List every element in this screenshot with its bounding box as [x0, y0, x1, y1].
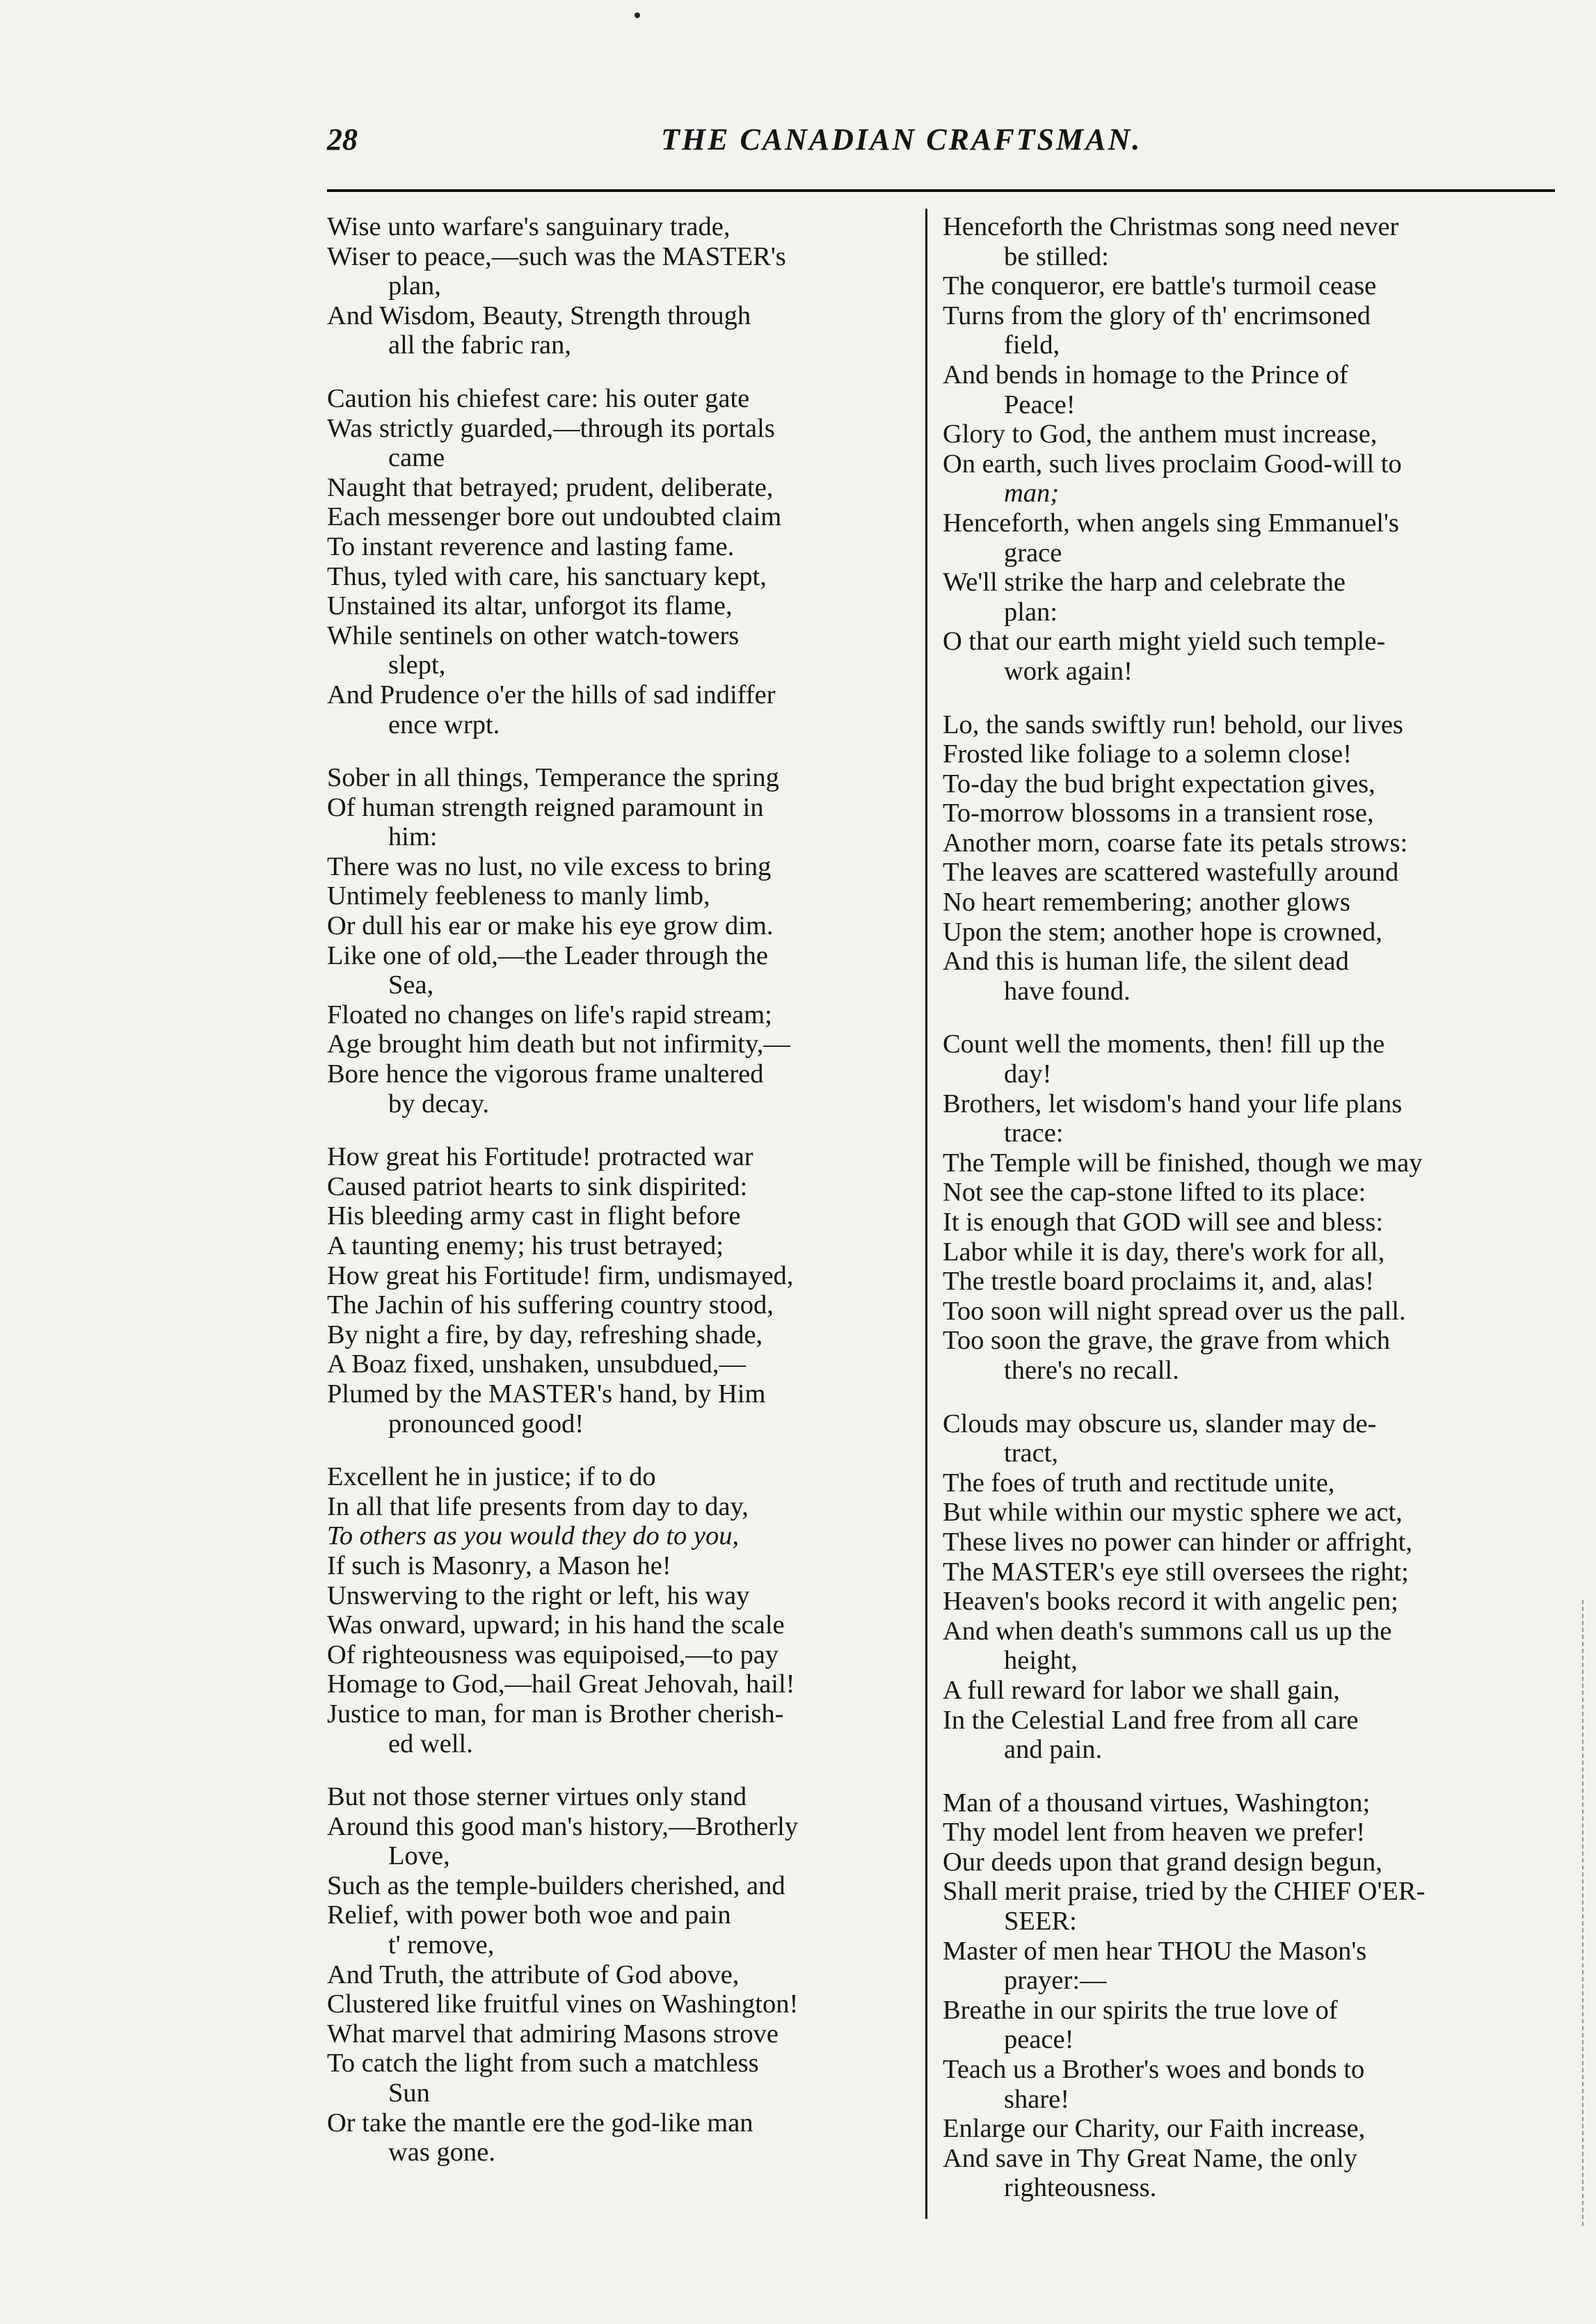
poem-line: work again! [1004, 656, 1133, 686]
poem-line: Was strictly guarded,—through its portals [327, 413, 775, 443]
poem-line: What marvel that admiring Masons strove [327, 2019, 779, 2049]
poem-line: pronounced good! [388, 1409, 584, 1439]
poem-line: The trestle board proclaims it, and, alas! [943, 1267, 1375, 1297]
poem-line: Heaven's books record it with angelic pen; [943, 1587, 1398, 1617]
poem-line: Justice to man, for man is Brother cherish- [327, 1699, 784, 1729]
poem-line: righteousness. [1004, 2173, 1157, 2203]
poem-line: To catch the light from such a matchless [327, 2049, 759, 2078]
poem-line: Wise unto warfare's sanguinary trade, [327, 212, 731, 241]
poem-line: Glory to God, the anthem must increase, [943, 419, 1378, 449]
poem-line: Labor while it is day, there's work for all, [943, 1237, 1385, 1267]
running-title: THE CANADIAN CRAFTSMAN. [661, 122, 1142, 157]
poem-line: trace: [1004, 1119, 1064, 1148]
poem-line: Around this good man's history,—Brotherly [327, 1811, 799, 1841]
stanza [943, 710, 1555, 1007]
poem-line: Of righteousness was equipoised,—to pay [327, 1640, 779, 1669]
poem-line: Relief, with power both woe and pain [327, 1900, 731, 1930]
poem-line: Or dull his ear or make his eye grow dim. [327, 911, 774, 941]
poem-line: Sober in all things, Temperance the spring [327, 763, 779, 793]
poem-line: No heart remembering; another glows [943, 888, 1350, 917]
poem-line: him: [388, 822, 438, 852]
poem-line: grace [1004, 538, 1062, 568]
poem-line: To-day the bud bright expectation gives, [943, 769, 1375, 799]
poem-line: Brothers, let wisdom's hand your life plans [943, 1089, 1403, 1119]
stanza [327, 1462, 911, 1758]
poem-line: The foes of truth and rectitude unite, [943, 1468, 1335, 1498]
poem-line: And Wisdom, Beauty, Strength through [327, 300, 751, 330]
poem-line: Thus, tyled with care, his sanctuary kept, [327, 561, 767, 591]
poem-line: share! [1004, 2084, 1070, 2114]
poem-line: Each messenger bore out undoubted claim [327, 502, 782, 532]
stanza [327, 1142, 911, 1439]
poem-line: Enlarge our Charity, our Faith increase, [943, 2114, 1366, 2144]
left-column [327, 212, 911, 2167]
poem-line: Wiser to peace,—such was the MASTER's [327, 241, 786, 271]
poem-line: In the Celestial Land free from all care [943, 1705, 1359, 1735]
right-column [943, 212, 1555, 2203]
poem-line: And when death's summons call us up the [943, 1616, 1392, 1646]
poem-line: Untimely feebleness to manly limb, [327, 881, 710, 911]
poem-line: by decay. [388, 1089, 490, 1119]
header-rule [327, 189, 1555, 192]
poem-line: t' remove, [388, 1930, 495, 1960]
poem-line: And bends in homage to the Prince of [943, 360, 1348, 390]
poem-line: Lo, the sands swiftly run! behold, our lives [943, 710, 1403, 739]
poem-line: field, [1004, 330, 1060, 360]
poem-line: Frosted like foliage to a solemn close! [943, 739, 1352, 769]
poem-line: Sun [388, 2078, 430, 2108]
poem-line: To others as you would they do to you, [327, 1521, 740, 1551]
poem-line: But while within our mystic sphere we act, [943, 1498, 1403, 1528]
poem-line: Caution his chiefest care: his outer gate [327, 383, 750, 413]
poem-line: Floated no changes on life's rapid stream; [327, 1000, 772, 1029]
poem-line: While sentinels on other watch-towers [327, 620, 740, 650]
poem-line: On earth, such lives proclaim Good-will to [943, 449, 1402, 479]
poem-line: prayer:— [1004, 1966, 1107, 1996]
poem-line: And save in Thy Great Name, the only [943, 2143, 1357, 2173]
poem-line: Naught that betrayed; prudent, deliberate, [327, 472, 774, 502]
poem-line: To-morrow blossoms in a transient rose, [943, 799, 1374, 828]
poem-line: man; [1004, 479, 1060, 508]
poem-line: Of human strength reigned paramount in [327, 792, 764, 822]
poem-line: have found. [1004, 976, 1131, 1006]
poem-line: Thy model lent from heaven we prefer! [943, 1818, 1366, 1848]
poem-line: Turns from the glory of th' encrimsoned [943, 300, 1371, 330]
poem-line: Caused patriot hearts to sink dispirited: [327, 1171, 748, 1201]
poem-line: The MASTER's eye still oversees the right; [943, 1557, 1409, 1587]
poem-line: How great his Fortitude! firm, undismayed, [327, 1260, 794, 1290]
poem-line: His bleeding army cast in flight before [327, 1201, 741, 1231]
poem-line: Unstained its altar, unforgot its flame, [327, 591, 733, 621]
poem-line: In all that life presents from day to day, [327, 1491, 749, 1521]
poem-line: How great his Fortitude! protracted war [327, 1142, 753, 1172]
poem-line: And this is human life, the silent dead [943, 947, 1349, 977]
poem-line: Or take the mantle ere the god-like man [327, 2108, 753, 2138]
poem-line: Love, [388, 1841, 450, 1871]
poem-line: These lives no power can hinder or affright, [943, 1527, 1412, 1557]
stanza [327, 212, 911, 360]
poem-line: Another morn, coarse fate its petals strows: [943, 828, 1408, 858]
poem-line: Our deeds upon that grand design begun, [943, 1847, 1382, 1877]
poem-line: slept, [388, 650, 446, 680]
poem-line: The Temple will be finished, though we may [943, 1148, 1423, 1178]
poem-line: Not see the cap-stone lifted to its place: [943, 1178, 1366, 1208]
poem-line: Sea, [388, 970, 434, 1000]
poem-line: Bore hence the vigorous frame unaltered [327, 1059, 764, 1089]
poem-line: SEER: [1004, 1907, 1077, 1937]
poem-line: plan, [388, 271, 441, 301]
poem-line: If such is Masonry, a Mason he! [327, 1550, 671, 1580]
poem-line: O that our earth might yield such temple- [943, 627, 1386, 657]
poem-line: came [388, 443, 445, 473]
poem-line: Master of men hear THOU the Mason's [943, 1936, 1367, 1966]
stanza [943, 212, 1555, 687]
poem-line: A Boaz fixed, unshaken, unsubdued,— [327, 1349, 746, 1379]
column-divider [925, 209, 927, 2219]
poem-line: Too soon will night spread over us the pall. [943, 1296, 1406, 1326]
page-number: 28 [327, 122, 358, 157]
poem-line: be stilled: [1004, 241, 1109, 271]
poem-line: We'll strike the harp and celebrate the [943, 568, 1346, 598]
poem-line: ed well. [388, 1729, 473, 1758]
poem-line: there's no recall. [1004, 1355, 1179, 1385]
poem-line: Upon the stem; another hope is crowned, [943, 917, 1382, 947]
stanza [943, 1029, 1555, 1385]
poem-line: Clustered like fruitful vines on Washington! [327, 1989, 799, 2019]
poem-line: Man of a thousand virtues, Washington; [943, 1788, 1371, 1818]
poem-line: all the fabric ran, [388, 330, 571, 360]
poem-line: Peace! [1004, 390, 1076, 419]
stanza [327, 384, 911, 739]
print-speck [635, 13, 640, 18]
poem-line: was gone. [388, 2138, 495, 2167]
stanza [943, 1409, 1555, 1765]
poem-line: Like one of old,—the Leader through the [327, 940, 768, 970]
poem-line: And Truth, the attribute of God above, [327, 1960, 740, 1989]
poem-line: Unswerving to the right or left, his way [327, 1580, 750, 1610]
poem-line: The conqueror, ere battle's turmoil cease [943, 271, 1377, 301]
stanza [327, 763, 911, 1119]
poem-line: Age brought him death but not infirmity,— [327, 1029, 790, 1059]
poem-line: To instant reverence and lasting fame. [327, 531, 735, 561]
poem-line: The leaves are scattered wastefully around [943, 858, 1399, 888]
poem-line: and pain. [1004, 1735, 1103, 1765]
poem-line: By night a fire, by day, refreshing shade, [327, 1320, 763, 1349]
poem-line: Shall merit praise, tried by the CHIEF O'ER- [943, 1877, 1426, 1907]
stanza [327, 1782, 911, 2167]
poem-line: ence wrpt. [388, 710, 500, 739]
poem-line: It is enough that GOD will see and bless: [943, 1208, 1384, 1237]
poem-line: Excellent he in justice; if to do [327, 1462, 656, 1492]
poem-line: And Prudence o'er the hills of sad indiffer [327, 680, 776, 710]
poem-line: Teach us a Brother's woes and bonds to [943, 2055, 1365, 2085]
poem-line: day! [1004, 1059, 1052, 1089]
poem-line: Breathe in our spirits the true love of [943, 1995, 1338, 2025]
poem-line: Henceforth, when angels sing Emmanuel's [943, 508, 1399, 538]
poem-line: height, [1004, 1646, 1078, 1676]
stanza [943, 1788, 1555, 2203]
poem-line: Count well the moments, then! fill up the [943, 1029, 1385, 1059]
poem-line: There was no lust, no vile excess to bring [327, 851, 772, 881]
poem-line: Homage to God,—hail Great Jehovah, hail! [327, 1669, 795, 1699]
poem-line: A taunting enemy; his trust betrayed; [327, 1231, 724, 1260]
poem-line: peace! [1004, 2025, 1074, 2055]
page-edge-mark [1582, 1600, 1588, 2226]
poem-line: tract, [1004, 1439, 1059, 1468]
poem-line: The Jachin of his suffering country stood, [327, 1290, 774, 1320]
poem-line: Clouds may obscure us, slander may de- [943, 1409, 1377, 1439]
poem-line: Plumed by the MASTER's hand, by Him [327, 1379, 766, 1409]
poem-line: But not those sterner virtues only stand [327, 1782, 747, 1812]
poem-line: plan: [1004, 597, 1058, 627]
poem-line: Was onward, upward; in his hand the scale [327, 1610, 785, 1640]
poem-line: Too soon the grave, the grave from which [943, 1326, 1391, 1356]
poem-line: Henceforth the Christmas song need never [943, 212, 1399, 241]
page-header [327, 122, 1579, 170]
poem-line: Such as the temple-builders cherished, and [327, 1870, 785, 1900]
poem-line: A full reward for labor we shall gain, [943, 1675, 1340, 1705]
